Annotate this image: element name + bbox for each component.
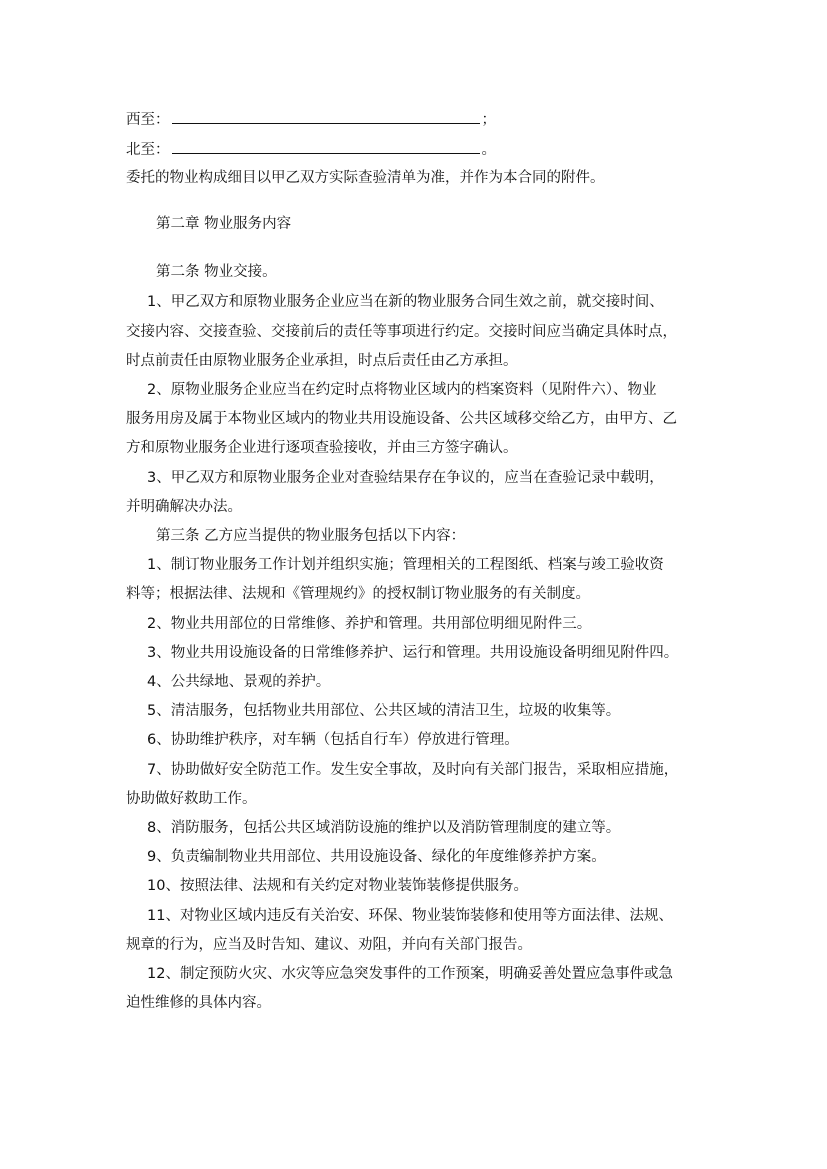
- article3-item11-line2: 规章的行为，应当及时告知、建议、劝阻，并向有关部门报告。: [126, 937, 532, 953]
- article3-item8: 8、消防服务，包括公共区域消防设施的维护以及消防管理制度的建立等。: [147, 820, 621, 836]
- north-label: 北至：: [126, 142, 170, 158]
- article2-item2-line3: 方和原物业服务企业进行逐项查验接收，并由三方签字确认。: [126, 440, 518, 456]
- article3-item7-line1: 7、协助做好安全防范工作。发生安全事故，及时向有关部门报告，采取相应措施，: [147, 762, 679, 778]
- article3-item10: 10、按照法律、法规和有关约定对物业装饰装修提供服务。: [147, 878, 528, 894]
- article2-item3-line1: 3、甲乙双方和原物业服务企业对查验结果存在争议的，应当在查验记录中载明，: [147, 470, 664, 486]
- article2-item1-line2: 交接内容、交接查验、交接前后的责任等事项进行约定。交接时间应当确定具体时点，: [126, 324, 677, 340]
- article3-item5: 5、清洁服务，包括物业共用部位、公共区域的清洁卫生，垃圾的收集等。: [147, 703, 621, 719]
- article2-item2-line2: 服务用房及属于本物业区域内的物业共用设施设备、公共区域移交给乙方，由甲方、乙: [126, 411, 677, 427]
- article3-item1-line2: 料等；根据法律、法规和《管理规约》的授权制订物业服务的有关制度。: [126, 586, 590, 602]
- north-blank-underline: [172, 139, 480, 154]
- article3-item12-line2: 迫性维修的具体内容。: [126, 995, 271, 1011]
- west-blank-underline: [172, 109, 480, 124]
- article2-item1-line3: 时点前责任由原物业服务企业承担，时点后责任由乙方承担。: [126, 353, 518, 369]
- west-label: 西至：: [126, 112, 170, 128]
- article3-item3: 3、物业共用设施设备的日常维修养护、运行和管理。共用设施设备明细见附件四。: [147, 645, 679, 661]
- article3-item9: 9、负责编制物业共用部位、共用设施设备、绿化的年度维修养护方案。: [147, 849, 606, 865]
- article3-item1-line1: 1、制订物业服务工作计划并组织实施；管理相关的工程图纸、档案与竣工验收资: [147, 557, 664, 573]
- article2-item2-line1: 2、原物业服务企业应当在约定时点将物业区域内的档案资料（见附件六）、物业: [147, 382, 657, 398]
- article2-item1-line1: 1、甲乙双方和原物业服务企业应当在新的物业服务合同生效之前，就交接时间、: [147, 294, 664, 310]
- article3-item11-line1: 11、对物业区域内违反有关治安、环保、物业装饰装修和使用等方面法律、法规、: [147, 908, 673, 924]
- article3-item12-line1: 12、制定预防火灾、水灾等应急突发事件的工作预案，明确妥善处置应急事件或急: [147, 966, 673, 982]
- north-end-punct: 。: [481, 142, 496, 158]
- article3-item7-line2: 协助做好救助工作。: [126, 791, 257, 807]
- article3-item2: 2、物业共用部位的日常维修、养护和管理。共用部位明细见附件三。: [147, 616, 592, 632]
- west-end-punct: ；: [481, 112, 496, 128]
- article2-item3-line2: 并明确解决办法。: [126, 499, 242, 515]
- chapter-heading: 第二章 物业服务内容: [156, 216, 292, 232]
- west-boundary-line: [126, 109, 496, 130]
- article2-title: 第二条 物业交接。: [156, 264, 277, 280]
- north-boundary-line: [126, 139, 496, 160]
- article3-title: 第三条 乙方应当提供的物业服务包括以下内容：: [156, 528, 466, 544]
- article3-item4: 4、公共绿地、景观的养护。: [147, 674, 331, 690]
- intro-text: 委托的物业构成细目以甲乙双方实际查验清单为准，并作为本合同的附件。: [126, 170, 605, 186]
- article3-item6: 6、协助维护秩序，对车辆（包括自行车）停放进行管理。: [147, 732, 519, 748]
